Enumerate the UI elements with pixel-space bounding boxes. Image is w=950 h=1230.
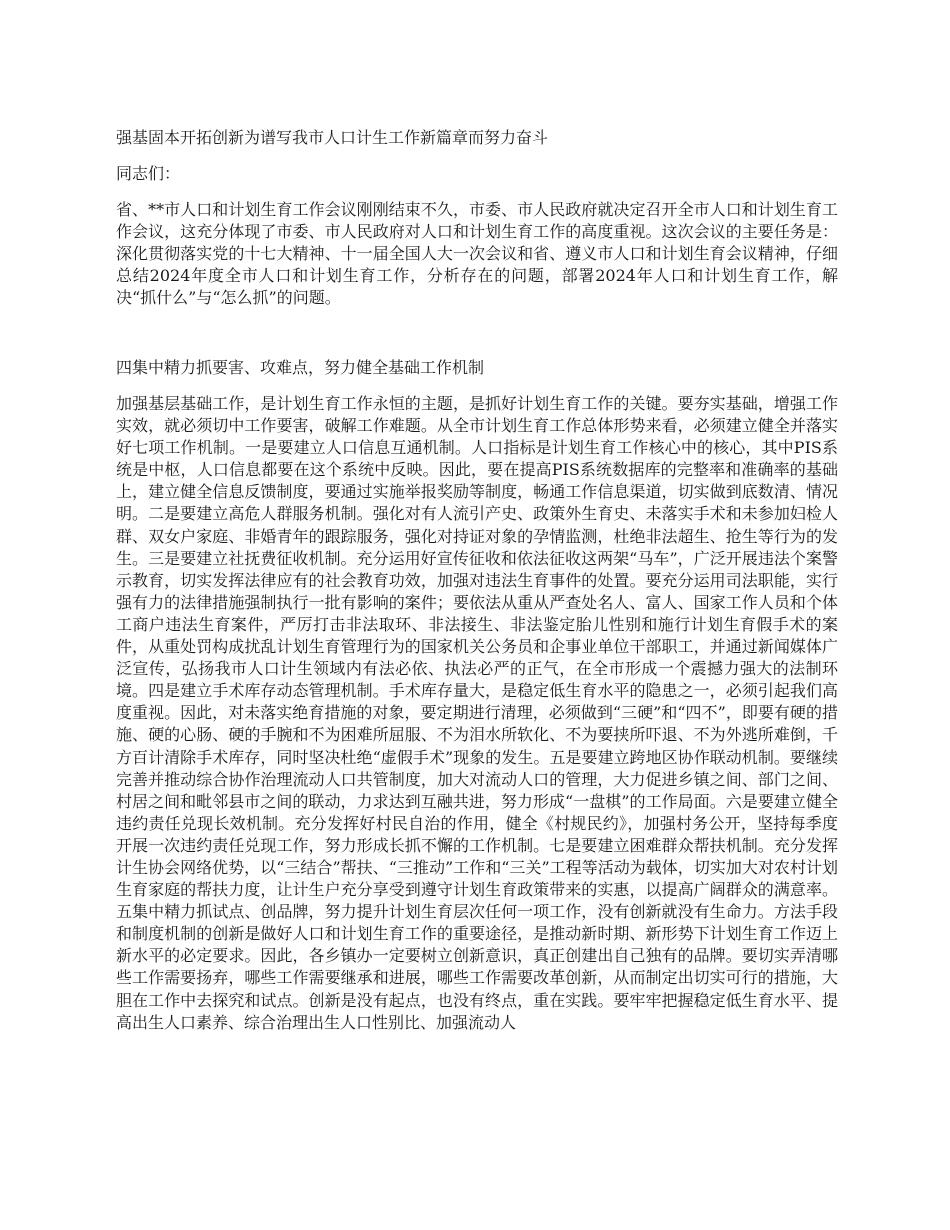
intro-paragraph: 省、**市人口和计划生育工作会议刚刚结束不久，市委、市人民政府就决定召开全市人口和计划生育工作会议，这充分体现了市委、市人民政府对人口和计划生育工作的高度重视。这次会议的主要任务是：深化贯彻落实党的十七大精神、十一届全国人大一次会议和省、遵义市人口和计划生育会议精神，仔细总结2024年度全市人口和计划生育工作，分析存在的问题，部署2024年人口和计划生育工作，解决“抓什么”与“怎么抓”的问题。 (116, 200, 838, 308)
salutation: 同志们： (116, 164, 181, 183)
document-title: 强基固本开拓创新为谱写我市人口计生工作新篇章而努力奋斗 (116, 128, 549, 147)
body-paragraph: 加强基层基础工作，是计划生育工作永恒的主题，是抓好计划生育工作的关键。要夯实基础，增强工作实效，就必须切中工作要害，破解工作难题。从全市计划生育工作总体形势来看，必须建立健全并落实好七项工作机制。一是要建立人口信息互通机制。人口指标是计划生育工作核心中的核心，其中PIS系统是中枢，人口信息都要在这个系统中反映。因此，要在提高PIS系统数据库的完整率和准确率的基础上，建立健全信息反馈制度，要通过实施举报奖励等制度，畅通工作信息渠道，切实做到底数清、情况明。二是要建立高危人群服务机制。强化对有人流引产史、政策外生育史、未落实手术和未参加妇检人群、双女户家庭、非婚青年的跟踪服务，强化对持证对象的孕情监测，杜绝非法超生、抢生等行为的发生。三是要建立社抚费征收机制。充分运用好宣传征收和依法征收这两架“马车”，广泛开展违法个案警示教育，切实发挥法律应有的社会教育功效，加强对违法生育事件的处置。要充分运用司法职能，实行强有力的法律措施强制执行一批有影响的案件；要依法从重从严查处名人、富人、国家工作人员和个体工商户违法生育案件，严厉打击非法取环、非法接生、非法鉴定胎儿性别和施行计划生育假手术的案件，从重处罚构成扰乱计划生育管理行为的国家机关公务员和企事业单位干部职工，并通过新闻媒体广泛宣传，弘扬我市人口计生领域内有法必依、执法必严的正气，在全市形成一个震撼力强大的法制环境。四是建立手术库存动态管理机制。手术库存量大，是稳定低生育水平的隐患之一，必须引起我们高度重视。因此，对未落实绝育措施的对象，要定期进行清理，必须做到“三硬”和“四不”，即要有硬的措施、硬的心肠、硬的手腕和不为困难所屈服、不为泪水所软化、不为要挟所吓退、不为外逃所难倒，千方百计清除手术库存，同时坚决杜绝“虚假手术”现象的发生。五是要建立跨地区协作联动机制。要继续完善并推动综合协作治理流动人口共管制度，加大对流动人口的管理，大力促进乡镇之间、部门之间、村居之间和毗邻县市之间的联动，力求达到互融共进，努力形成“一盘棋”的工作局面。六是要建立健全违约责任兑现长效机制。充分发挥好村民自治的作用，健全《村规民约》，加强村务公开，坚持每季度开展一次违约责任兑现工作，努力形成长抓不懈的工作机制。七是要建立困难群众帮扶机制。充分发挥计生协会网络优势，以“三结合”帮扶、“三推动”工作和“三关”工程等活动为载体，切实加大对农村计划生育家庭的帮扶力度，让计生户充分享受到遵守计划生育政策带来的实惠，以提高广阔群众的满意率。五集中精力抓试点、创品牌，努力提升计划生育层次任何一项工作，没有创新就没有生命力。方法手段和制度机制的创新是做好人口和计划生育工作的重要途径，是推动新时期、新形势下计划生育工作迈上新水平的必定要求。因此，各乡镇办一定要树立创新意识，真正创建出自己独有的品牌。要切实弄清哪些工作需要扬弃，哪些工作需要继承和进展，哪些工作需要改革创新，从而制定出切实可行的措施，大胆在工作中去探究和试点。创新是没有起点，也没有终点，重在实践。要牢牢把握稳定低生育水平、提高出生人口素养、综合治理出生人口性别比、加强流动人 (116, 394, 838, 1032)
section-heading: 四集中精力抓要害、攻难点，努力健全基础工作机制 (116, 358, 485, 377)
